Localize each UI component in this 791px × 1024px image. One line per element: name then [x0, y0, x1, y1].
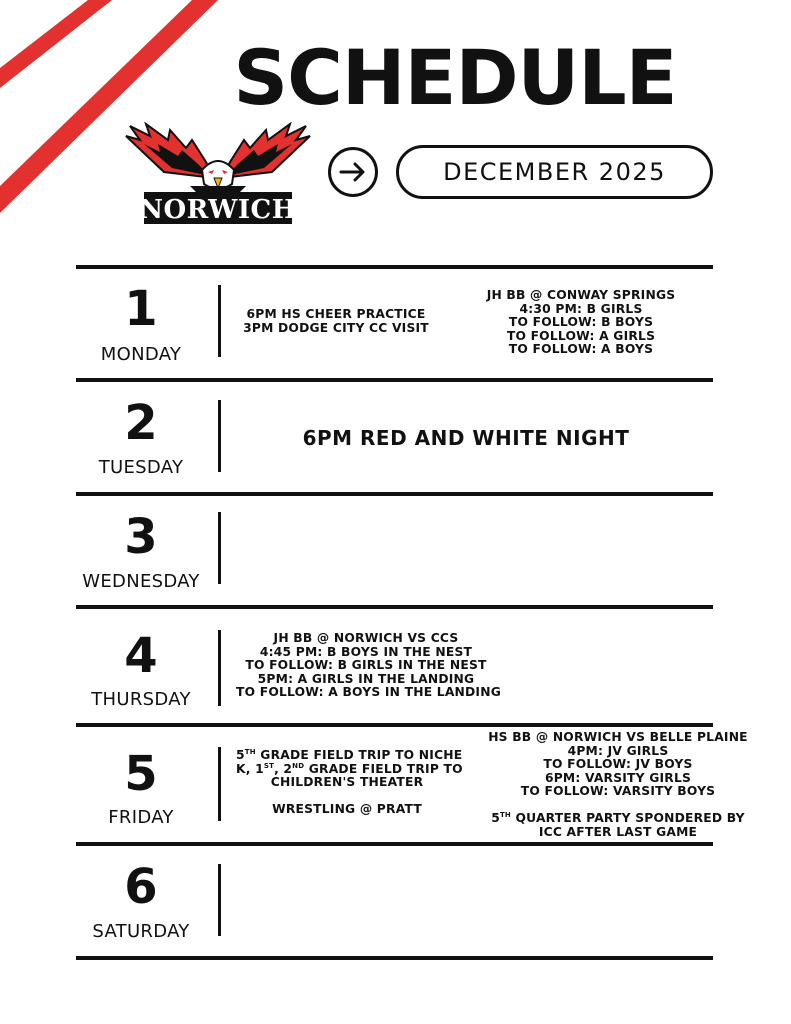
day-events-right: HS BB @ NORWICH VS BELLE PLAINE 4PM: JV GIRLS TO FOLLOW: JV BOYS 6PM: VARSITY GIRLS TO FOLLOW: VARSITY BOYS 5TH QUARTER PARTY SPONDERED BY ICC AFTER LAST GAME	[476, 731, 760, 839]
wrestling-event: WRESTLING @ PRATT	[272, 801, 422, 816]
day-divider	[218, 285, 221, 357]
day-events-left: 5TH GRADE FIELD TRIP TO NICHE K, 1ST, 2ND GRADE FIELD TRIP TO CHILDREN'S THEATER WRESTLING @ PRATT	[236, 747, 463, 816]
day-row-4	[76, 609, 713, 723]
field-trip-k2: K, 1ST, 2ND GRADE FIELD TRIP TO	[236, 761, 463, 776]
day-divider	[218, 400, 221, 472]
day-divider	[218, 864, 221, 936]
divider	[76, 956, 713, 960]
day-events-right: JH BB @ CONWAY SPRINGS 4:30 PM: B GIRLS TO FOLLOW: B BOYS TO FOLLOW: A GIRLS TO FOLLOW: A BOYS	[486, 288, 676, 357]
day-divider	[218, 630, 221, 706]
field-trip-5th: 5TH GRADE FIELD TRIP TO NICHE	[236, 747, 463, 762]
team-wordmark	[139, 192, 297, 225]
day-name: TUESDAY	[98, 457, 184, 478]
arrow-right-button[interactable]	[328, 147, 378, 197]
month-label: DECEMBER 2025	[396, 145, 713, 199]
day-name: MONDAY	[100, 344, 182, 365]
arrow-right-icon	[339, 162, 367, 182]
day-events-left: 6PM HS CHEER PRACTICE 3PM DODGE CITY CC VISIT	[243, 307, 429, 335]
day-row-5	[76, 727, 748, 842]
day-event-center: 6PM RED AND WHITE NIGHT	[302, 426, 630, 450]
day-divider	[218, 512, 221, 584]
quarter-party: 5TH QUARTER PARTY SPONDERED BY	[491, 810, 745, 825]
day-row-2	[76, 382, 713, 492]
day-divider	[218, 747, 221, 821]
day-number: 6	[124, 859, 158, 915]
svg-text:NORWICH: NORWICH	[139, 195, 297, 225]
day-name: SATURDAY	[92, 921, 190, 942]
day-name: WEDNESDAY	[82, 571, 200, 592]
day-number: 3	[124, 509, 158, 565]
day-number: 4	[124, 628, 158, 684]
day-number: 5	[124, 746, 158, 802]
day-number: 1	[124, 281, 158, 337]
day-row-1	[76, 269, 713, 378]
norwich-eagle-logo	[124, 122, 312, 226]
day-events-left: JH BB @ NORWICH VS CCS 4:45 PM: B BOYS IN THE NEST TO FOLLOW: B GIRLS IN THE NEST 5PM: A GIRLS IN THE LANDING TO FOLLOW: A BOYS IN THE LANDING	[236, 631, 501, 700]
day-name: FRIDAY	[108, 807, 174, 828]
day-number: 2	[124, 395, 158, 451]
day-row-6	[76, 846, 713, 956]
day-name: THURSDAY	[91, 689, 191, 710]
day-row-3	[76, 496, 713, 605]
page-title: SCHEDULE	[233, 33, 677, 122]
